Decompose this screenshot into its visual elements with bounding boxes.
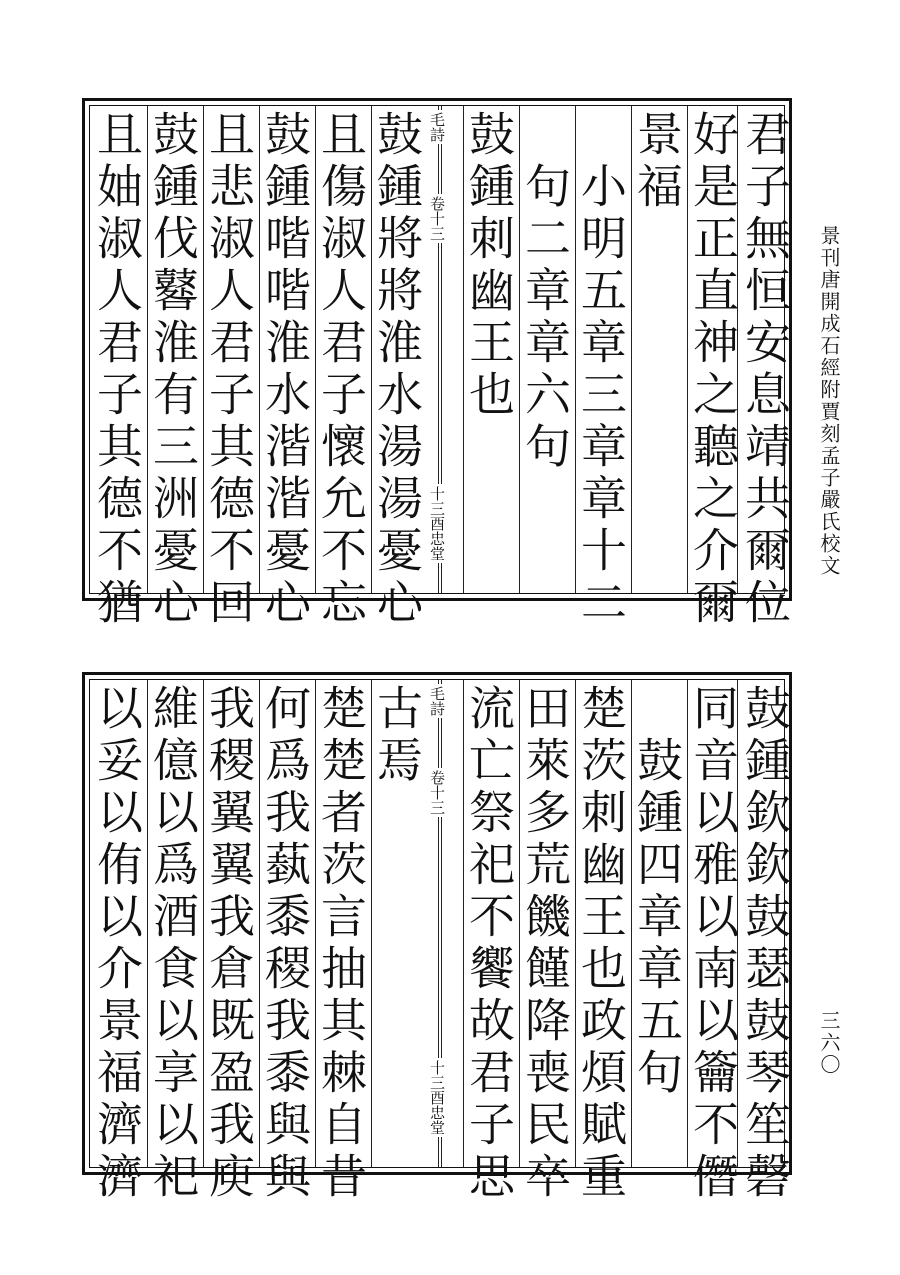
lower-text-column: 楚茨刺幽王也政煩賦重 (574, 684, 628, 1204)
lower-text-column: 我稷翼翼我倉既盈我庾 (202, 684, 256, 1204)
centre-volume: 卷十三 (428, 196, 446, 241)
upper-text-column: 鼓鍾刺幽王也 (462, 110, 516, 422)
lower-text-column: 田萊多荒饑饉降喪民卒 (518, 684, 572, 1204)
upper-text-column: 鼓鍾伐鼛淮有三洲憂心 (146, 110, 200, 630)
lower-text-column: 維億以爲酒食以享以祀 (146, 684, 200, 1204)
upper-text-column: 好是正直神之聽之介爾 (686, 110, 740, 630)
page-number: 三六〇 (817, 1010, 841, 1076)
upper-centre-fold (421, 106, 457, 593)
centre-studio: 十三酉忠堂 (428, 1060, 446, 1135)
upper-text-column: 句二章章六句 (518, 162, 572, 474)
lower-text-column: 流亡祭祀不饗故君子思 (462, 684, 516, 1204)
upper-text-column: 景福 (630, 110, 684, 214)
upper-text-column: 鼓鍾喈喈淮水湝湝憂心 (258, 110, 312, 630)
upper-text-column: 君子無恒安息靖共爾位 (738, 110, 792, 630)
lower-text-column: 古焉 (370, 684, 424, 788)
upper-text-column: 且悲淑人君子其德不回 (202, 110, 256, 630)
centre-studio: 十三酉忠堂 (428, 486, 446, 561)
upper-text-column: 小明五章三章章十二 (574, 162, 628, 630)
upper-text-column: 且傷淑人君子懷允不忘 (314, 110, 368, 630)
centre-volume: 卷十三 (428, 770, 446, 815)
lower-centre-fold (421, 680, 457, 1167)
lower-text-column: 同音以雅以南以籥不僭 (686, 684, 740, 1204)
lower-text-column: 鼓鍾欽欽鼓瑟鼓琴笙磬 (738, 684, 792, 1204)
book-title: 景刊唐開成石經附賈刻孟子嚴氏校文 (817, 225, 841, 577)
upper-text-column: 鼓鍾將將淮水湯湯憂心 (370, 110, 424, 630)
lower-leaf (82, 672, 792, 1204)
centre-book-title: 毛詩 (428, 686, 446, 716)
lower-text-column: 鼓鍾四章章五句 (630, 736, 684, 1100)
lower-inner-frame (89, 679, 792, 1204)
lower-text-column: 楚楚者茨言抽其棘自昔 (314, 684, 368, 1204)
lower-text-column: 何爲我蓺黍稷我黍與與 (258, 684, 312, 1204)
upper-inner-frame (89, 105, 792, 630)
lower-text-column: 以妥以侑以介景福濟濟 (90, 684, 144, 1204)
upper-leaf (82, 98, 792, 630)
upper-text-column: 且妯淑人君子其德不猶 (90, 110, 144, 630)
centre-book-title: 毛詩 (428, 112, 446, 142)
